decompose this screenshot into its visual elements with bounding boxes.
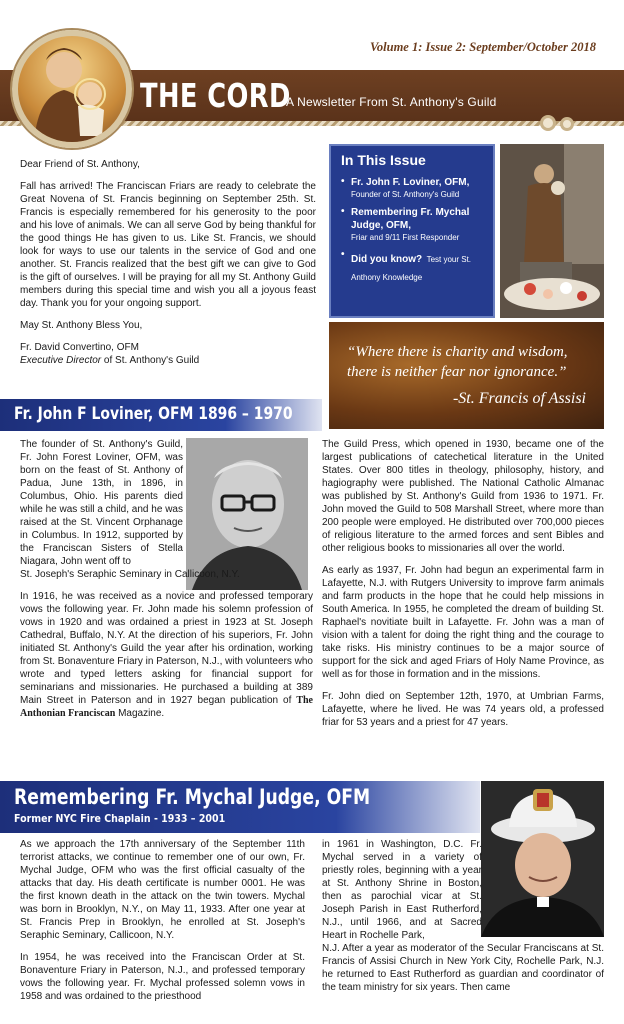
letter-body: Fall has arrived! The Franciscan Friars are ready to celebrate the Great Novena of St. Francis beginning on September 25th. St. Francis is especially remembered for his generosity to the poor and his love of animals. We can all serve God by being thankful for the good things He has given to us. Like St. Francis, we should look for ways to use our talents in the service of God and one another. St. Francis realized that the best gift we can give to God is the gift of ourselves. I will be praying for all my St. Anthony Guild members during this special time and wish you all a joyous feast day. Thank you for your ongoing support. [20,181,316,309]
quote-text: “Where there is charity and wisdom, there is neither fear nor ignorance.” [347,344,568,380]
judge-paragraph-3-narrow: in 1961 in Washington, D.C. Fr. Mychal served in a variety of priestly roles, beginning with a year at St. Anthony Shrine in Boston, then as parochial vicar at St. Joseph Parish in East Rutherford, N.J., until 1966, and at Sacred Heart in Rochelle Park, [322,839,482,941]
letter-signer: Fr. David Convertino, OFM [20,342,139,353]
signer-title-rest: of St. Anthony's Guild [101,355,200,366]
judge-heading: Remembering Fr. Mychal Judge, OFM [14,785,371,809]
loviner-p2-end: Magazine. [115,708,165,719]
issue-item-sub: Friar and 9/11 First Responder [351,233,460,242]
volume-issue-line: Volume 1: Issue 2: September/October 2018 [369,40,596,54]
letter-greeting: Dear Friend of St. Anthony, [20,159,140,170]
judge-paragraph-2: In 1954, he was received into the Franciscan Order at St. Bonaventure Friary in Paterson, N.J., and professed temporary vows the following year. Fr. Mychal professed solemn vows in 1958 and was ordained to the priesthood [20,952,305,1002]
loviner-paragraph-3: The Guild Press, which opened in 1930, became one of the largest publications of catechetical literature in the United States. Over 800 titles in theology, philosophy, history, and hagiography were published. The National Catholic Almanac was published by St. Anthony's Guild from 1936 to 1971. Fr. John moved the Guild to 508 Marshall Street, where more than 200 people were employed. He distributed over 700,000 pieces of religious literature to the armed forces and sent Bibles and other religious books to missionaries all over the world. [322,439,604,554]
issue-item-head: Did you know? [351,254,423,265]
issue-item-sub: Founder of St. Anthony's Guild [351,190,460,199]
masthead [0,0,624,150]
loviner-p2-text: In 1916, he was received as a novice and professed temporary vows the following year. Fr. John made his solemn profession of vows in 1920 and was ordained a priest in 1923 at St. Joseph Cathedral, Buffalo, N.Y. At the direction of his superiors, Fr. John initiated St. Anthony's Guild the year after his ordination, working from St. Bonaventure Friary in Paterson, N.J., with volunteers who wrote and typed letters asking for financial support for seminarians and missionaries. He purchased a building at 389 Main Street in Paterson and in 1927 began publication of [20,591,313,706]
loviner-intro-text: The founder of St. Anthony's Guild, Fr. John Forest Loviner, OFM, was born on the feast of St. Anthony of Padua, June 13th, in 1896, in Columbus, Ohio. His parents died while he was still a child, and he was raised at the St. Vincent Orphanage in Columbus. In 1912, supported by the Franciscan Sisters of Stella Niagara, John went off to [20,439,183,567]
letter-blessing: May St. Anthony Bless You, [20,320,143,331]
newsletter-title: THE CORD [140,76,291,115]
loviner-column-right [322,438,604,738]
statue-icon [500,144,604,318]
bullet-icon: • [341,249,345,260]
loviner-paragraph-2 [20,590,313,720]
judge-column-left [20,838,305,1012]
loviner-intro [20,438,183,568]
issue-item-loviner[interactable] [341,176,483,200]
magazine-title: The Anthonian Franciscan [20,695,313,719]
loviner-column-left [20,438,313,729]
newsletter-subtitle: A Newsletter From St. Anthony's Guild [286,95,497,109]
issue-item-quiz[interactable] [341,249,483,285]
st-francis-statue-photo [500,144,604,318]
signer-title-italic: Executive Director [20,355,102,366]
in-this-issue-title: In This Issue [341,152,426,168]
bullet-icon: • [341,206,345,217]
issue-item-head: Remembering Fr. Mychal Judge, OFM, [351,207,470,231]
judge-paragraph-3-wide: N.J. After a year as moderator of the Secular Franciscans at St. Francis of Assisi Church in New York City, Rochelle Park, N.J. he returned to East Rutherford as guardian and coordinator of the team ministry for six years. Then came [322,943,604,993]
rope-knot-icon [560,117,574,131]
loviner-intro-tail: St. Joseph's Seraphic Seminary in Callicoon, N.Y. [20,569,240,580]
letter-signer-title [20,354,316,367]
rope-knot-icon [540,115,556,131]
loviner-section-header [0,399,322,431]
judge-column-right [322,838,604,994]
st-anthony-medallion-image [12,30,132,148]
quote-box [329,322,604,429]
bullet-icon: • [341,176,345,187]
issue-item-sub: Test your St. Anthony Knowledge [351,255,472,282]
director-letter [20,158,316,367]
issue-item-head: Fr. John F. Loviner, OFM, [351,177,470,188]
loviner-paragraph-4: As early as 1937, Fr. John had begun an experimental farm in Lafayette, N.J. with Rutgers University to improve farm animals and farm products in the hope that he could help missions in South America. In 1955, he completed the dream of building St. Raphael's novitiate built in Lafayette. Fr. John was a man of vision with a talent for doing the right thing and the courage to take risks. His ministry continues to be a major source of support for the sick and aged Friars of Holy Name Province, as well as for those in formation and in the missions. [322,565,604,680]
judge-subheading: Former NYC Fire Chaplain - 1933 – 2001 [14,812,226,825]
judge-paragraph-1: As we approach the 17th anniversary of the September 11th terrorist attacks, we continue to remember one of our own, Fr. Mychal Judge, OFM who was the first official casualty of the attacks that day. His death certificate is number 0001. He was the first known death in the attack on the twin towers. Mychal was born in Brooklyn, N.Y., on May 11, 1933. After one year at St. Francis Prep in Brooklyn, he enrolled at St. Joseph's Seraphic Seminary, Callicoon, N.Y. [20,839,305,941]
loviner-paragraph-5: Fr. John died on September 12th, 1970, at Umbrian Farms, Lafayette, where he lived. He was 74 years old, a professed friar for 53 years and a priest for 47 years. [322,691,604,728]
judge-section-header [0,781,480,833]
in-this-issue-box [329,144,495,318]
quote-attribution: -St. Francis of Assisi [452,390,586,407]
loviner-heading: Fr. John F Loviner, OFM 1896 – 1970 [14,404,293,424]
st-anthony-icon [18,36,126,142]
issue-item-judge[interactable] [341,206,483,243]
